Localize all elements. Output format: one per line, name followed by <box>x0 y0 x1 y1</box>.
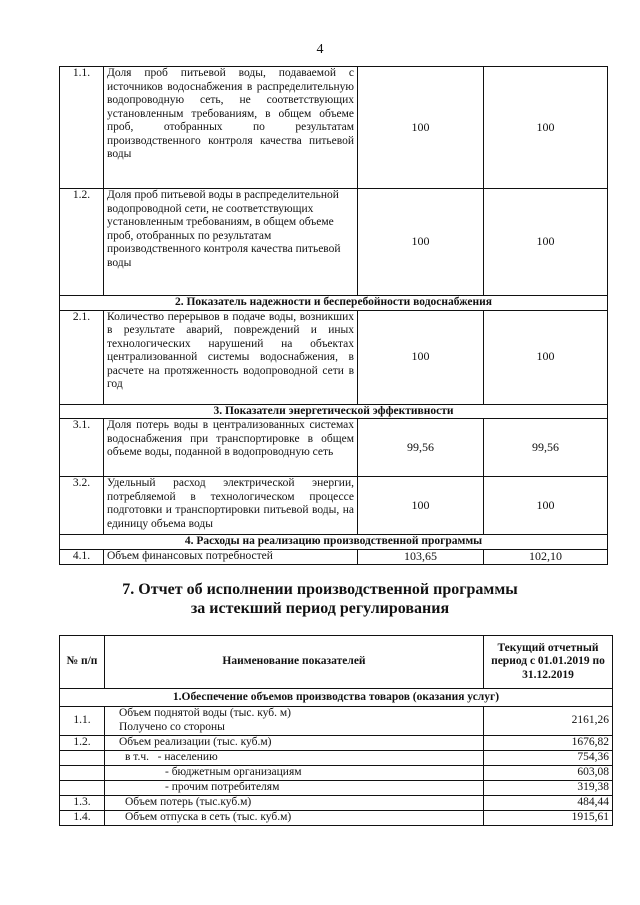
row-number: 1.1. <box>60 67 104 189</box>
row-name-line1: Объем поднятой воды (тыс. куб. м) <box>119 707 291 719</box>
row-number: 1.1. <box>60 707 105 736</box>
table-row <box>60 310 608 404</box>
indicator-description: Удельный расход электрической энергии, потребляемой в технологическом процессе подготовки и транспортировки питьевой воды, на единицу объема воды <box>104 477 358 535</box>
section-1-title: 1.Обеспечение объемов производства товаров (оказания услуг) <box>60 689 613 707</box>
table-row <box>60 189 608 296</box>
indicator-description: Доля проб питьевой воды в распределительной водопроводной сети, не соответствующих установленным требованиям, в общем объеме проб, отобранных по результатам производственного контроля качества питьевой воды <box>104 189 358 296</box>
table-row <box>60 707 613 736</box>
indicator-value-plan: 100 <box>358 67 484 189</box>
section-heading <box>60 296 608 311</box>
table-row <box>60 419 608 477</box>
row-value: 484,44 <box>484 796 613 811</box>
row-name: Объем потерь (тыс.куб.м) <box>105 796 484 811</box>
header-period: Текущий отчетный период с 01.01.2019 по 31.12.2019 <box>484 636 613 689</box>
indicator-value-plan: 99,56 <box>358 419 484 477</box>
section-2-title: 2. Показатель надежности и бесперебойности водоснабжения <box>60 296 608 311</box>
row-number: 3.2. <box>60 477 104 535</box>
indicator-value-plan: 103,65 <box>358 549 484 564</box>
indicator-value-actual: 100 <box>484 67 608 189</box>
row-value: 2161,26 <box>484 707 613 736</box>
row-number-empty <box>60 781 105 796</box>
table-row <box>60 751 613 766</box>
section-4-title: 4. Расходы на реализацию производственной программы <box>60 535 608 550</box>
row-name: - бюджетным организациям <box>105 766 484 781</box>
table-row <box>60 811 613 826</box>
indicator-value-plan: 100 <box>358 477 484 535</box>
row-value: 1676,82 <box>484 736 613 751</box>
row-name: Объем отпуска в сеть (тыс. куб.м) <box>105 811 484 826</box>
indicators-table <box>59 66 608 565</box>
table-row <box>60 67 608 189</box>
row-number-empty <box>60 766 105 781</box>
indicator-value-actual: 100 <box>484 310 608 404</box>
indicator-description: Доля проб питьевой воды, подаваемой с источников водоснабжения в распределительную водопроводную сеть, не соответствующих установленным требованиям, в общем объеме проб, отобранных по результатам производственного контроля качества питьевой воды <box>104 67 358 189</box>
section-3-title: 3. Показатели энергетической эффективности <box>60 404 608 419</box>
section-7-title-line1: 7. Отчет об исполнении производственной программы <box>122 581 518 598</box>
row-number-empty <box>60 751 105 766</box>
row-number: 1.2. <box>60 189 104 296</box>
row-number: 1.4. <box>60 811 105 826</box>
row-number: 2.1. <box>60 310 104 404</box>
row-number: 1.3. <box>60 796 105 811</box>
section-7-title-line2: за истекший период регулирования <box>190 600 450 617</box>
indicator-description: Доля потерь воды в централизованных системах водоснабжения при транспортировке в общем объеме воды, поданной в водопроводную сеть <box>104 419 358 477</box>
indicator-value-actual: 100 <box>484 189 608 296</box>
row-name <box>105 707 484 736</box>
row-value: 319,38 <box>484 781 613 796</box>
row-value: 1915,61 <box>484 811 613 826</box>
header-number: № п/п <box>60 636 105 689</box>
table-row <box>60 736 613 751</box>
row-number: 1.2. <box>60 736 105 751</box>
row-value: 754,36 <box>484 751 613 766</box>
table-row <box>60 781 613 796</box>
report-table <box>59 635 613 826</box>
section-heading <box>60 535 608 550</box>
row-name-line2: Получено со стороны <box>119 720 225 733</box>
table-row <box>60 549 608 564</box>
indicator-value-actual: 100 <box>484 477 608 535</box>
indicator-description: Количество перерывов в подаче воды, возникших в результате аварий, повреждений и иных технологических нарушений на объектах централизованной системы водоснабжения, в расчете на протяженность водопроводной сети в год <box>104 310 358 404</box>
indicator-value-actual: 102,10 <box>484 549 608 564</box>
table-row <box>60 766 613 781</box>
row-name: в т.ч. - населению <box>105 751 484 766</box>
page-number: 4 <box>316 42 324 57</box>
indicator-value-plan: 100 <box>358 189 484 296</box>
table-row <box>60 477 608 535</box>
indicator-value-actual: 99,56 <box>484 419 608 477</box>
header-name: Наименование показателей <box>105 636 484 689</box>
header-row <box>60 636 613 689</box>
table-row <box>60 796 613 811</box>
row-name: Объем реализации (тыс. куб.м) <box>105 736 484 751</box>
section-heading <box>60 689 613 707</box>
row-number: 4.1. <box>60 549 104 564</box>
indicator-description: Объем финансовых потребностей <box>104 549 358 564</box>
row-value: 603,08 <box>484 766 613 781</box>
section-7-title <box>0 580 640 618</box>
row-number: 3.1. <box>60 419 104 477</box>
row-name: - прочим потребителям <box>105 781 484 796</box>
section-heading <box>60 404 608 419</box>
indicator-value-plan: 100 <box>358 310 484 404</box>
